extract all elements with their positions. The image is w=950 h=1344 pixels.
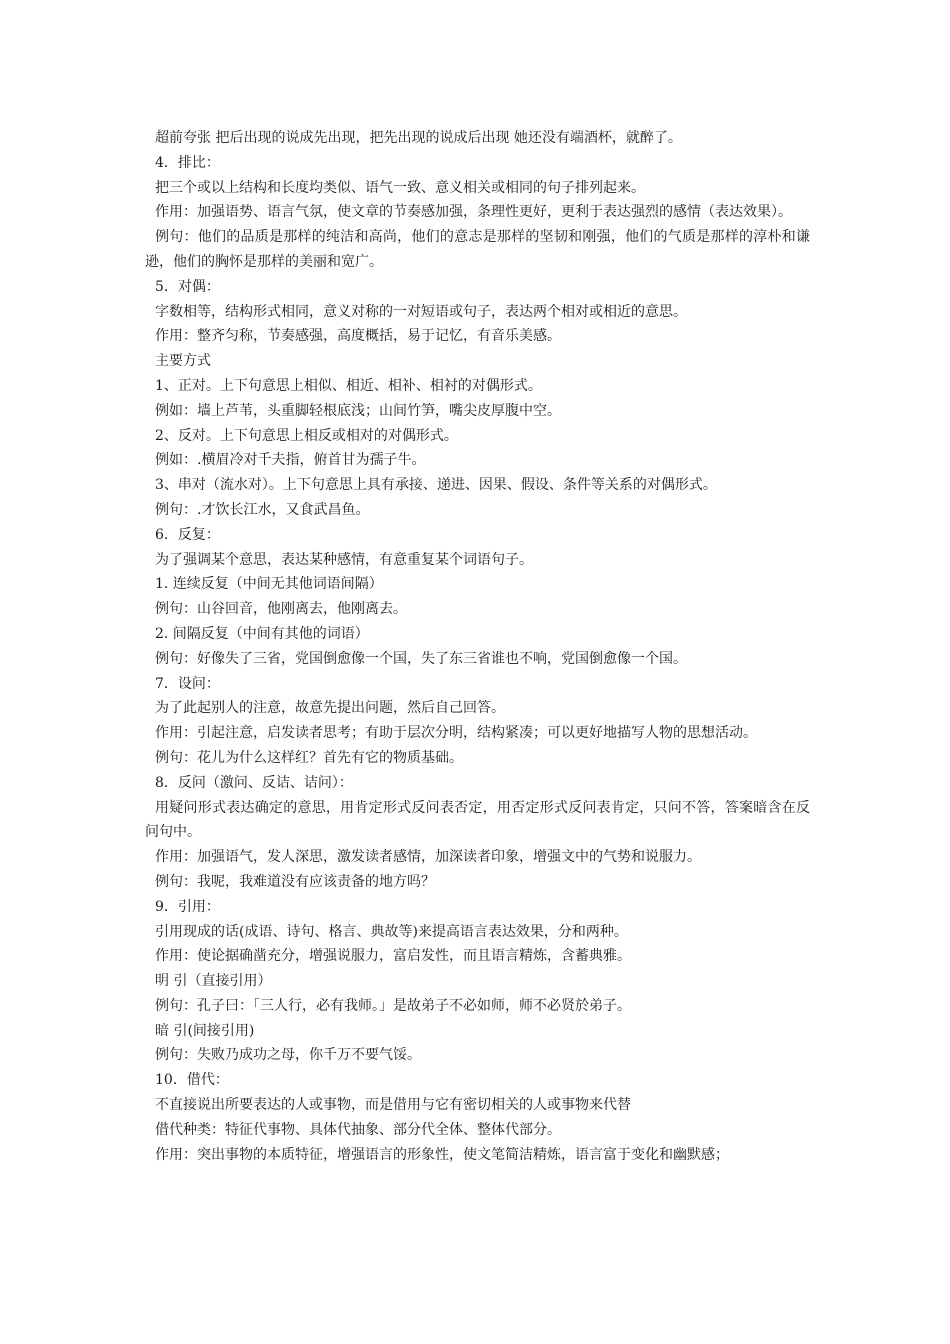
paragraph-line: 例句：花儿为什么这样红？首先有它的物质基础。	[155, 749, 463, 766]
paragraph-line: 借代种类：特征代事物、具体代抽象、部分代全体、整体代部分。	[155, 1121, 561, 1138]
paragraph-line: 引用现成的话(成语、诗句、格言、典故等)来提高语言表达效果，分和两种。	[155, 923, 628, 940]
paragraph-line: 5．对偶：	[155, 278, 220, 295]
paragraph-line: 1. 连续反复（中间无其他词语间隔）	[155, 576, 383, 593]
paragraph-line: 例如：.横眉冷对千夫指，俯首甘为孺子牛。	[155, 452, 426, 469]
paragraph-line: 字数相等，结构形式相同，意义对称的一对短语或句子，表达两个相对或相近的意思。	[155, 303, 687, 320]
paragraph-line: 例句：.才饮长江水，又食武昌鱼。	[155, 501, 370, 518]
paragraph-line: 例句：失败乃成功之母，你千万不要气馁。	[155, 1047, 421, 1064]
paragraph-line: 9．引用：	[155, 898, 220, 915]
document-body	[145, 126, 810, 1167]
paragraph-line: 7．设问：	[155, 675, 220, 692]
paragraph-line: 10．借代：	[155, 1072, 229, 1089]
paragraph-line: 6．反复：	[155, 526, 220, 543]
paragraph-line: 2. 间隔反复（中间有其他的词语）	[155, 625, 369, 642]
paragraph-line: 主要方式	[155, 353, 211, 370]
paragraph-line: 为了强调某个意思，表达某种感情，有意重复某个词语句子。	[155, 551, 533, 568]
paragraph-line: 3、串对（流水对）。上下句意思上具有承接、递进、因果、假设、条件等关系的对偶形式。	[155, 477, 717, 494]
paragraph-line: 超前夸张 把后出现的说成先出现，把先出现的说成后出现 她还没有端酒杯，就醉了。	[155, 130, 682, 146]
paragraph-line: 作用：使论据确凿充分，增强说服力，富启发性，而且语言精炼，含蓄典雅。	[155, 948, 631, 965]
paragraph-line: 作用：加强语势、语言气氛，使文章的节奏感加强，条理性更好，更利于表达强烈的感情（表达效果）。	[155, 204, 792, 221]
paragraph-line: 例句：孔子曰：「三人行，必有我师。」是故弟子不必如师，师不必贤於弟子。	[155, 997, 631, 1014]
paragraph-line: 为了此起别人的注意，故意先提出问题，然后自己回答。	[155, 700, 505, 717]
paragraph-line: 明 引（直接引用）	[155, 973, 272, 990]
paragraph-line: 例句：山谷回音，他刚离去，他刚离去。	[155, 601, 407, 618]
paragraph-line: 例句：我呢，我难道没有应该责备的地方吗？	[155, 873, 435, 890]
paragraph-line: 2、反对。上下句意思上相反或相对的对偶形式。	[155, 427, 458, 444]
paragraph-line: 把三个或以上结构和长度均类似、语气一致、意义相关或相同的句子排列起来。	[155, 179, 645, 196]
paragraph-line: 1、正对。上下句意思上相似、相近、相补、相衬的对偶形式。	[155, 377, 542, 394]
paragraph-line: 不直接说出所要表达的人或事物，而是借用与它有密切相关的人或事物来代替	[155, 1097, 631, 1114]
paragraph-line: 作用：引起注意，启发读者思考；有助于层次分明，结构紧凑；可以更好地描写人物的思想活动。	[155, 725, 757, 742]
paragraph-line: 暗 引(间接引用)	[155, 1022, 255, 1039]
paragraph-line: 例句：好像失了三省，党国倒愈像一个国，失了东三省谁也不响，党国倒愈像一个国。	[155, 650, 687, 667]
paragraph-line: 8．反问（激问、反诘、诘问）：	[155, 774, 353, 791]
paragraph-line: 作用：突出事物的本质特征，增强语言的形象性，使文笔简洁精炼，语言富于变化和幽默感；	[155, 1146, 729, 1163]
paragraph-line: 作用：加强语气，发人深思，激发读者感情，加深读者印象，增强文中的气势和说服力。	[155, 849, 701, 866]
paragraph-line: 用疑问形式表达确定的意思，用肯定形式反问表否定，用否定形式反问表肯定，只问不答，答案暗含在反问句中。	[145, 799, 810, 841]
paragraph-line: 例如：墙上芦苇，头重脚轻根底浅；山间竹笋，嘴尖皮厚腹中空。	[155, 402, 561, 419]
paragraph-line: 例句：他们的品质是那样的纯洁和高尚，他们的意志是那样的坚韧和刚强，他们的气质是那样的淳朴和谦逊，他们的胸怀是那样的美丽和宽广。	[145, 229, 810, 270]
paragraph-line: 4．排比：	[155, 154, 220, 171]
paragraph-line: 作用：整齐匀称，节奏感强，高度概括，易于记忆，有音乐美感。	[155, 328, 561, 345]
